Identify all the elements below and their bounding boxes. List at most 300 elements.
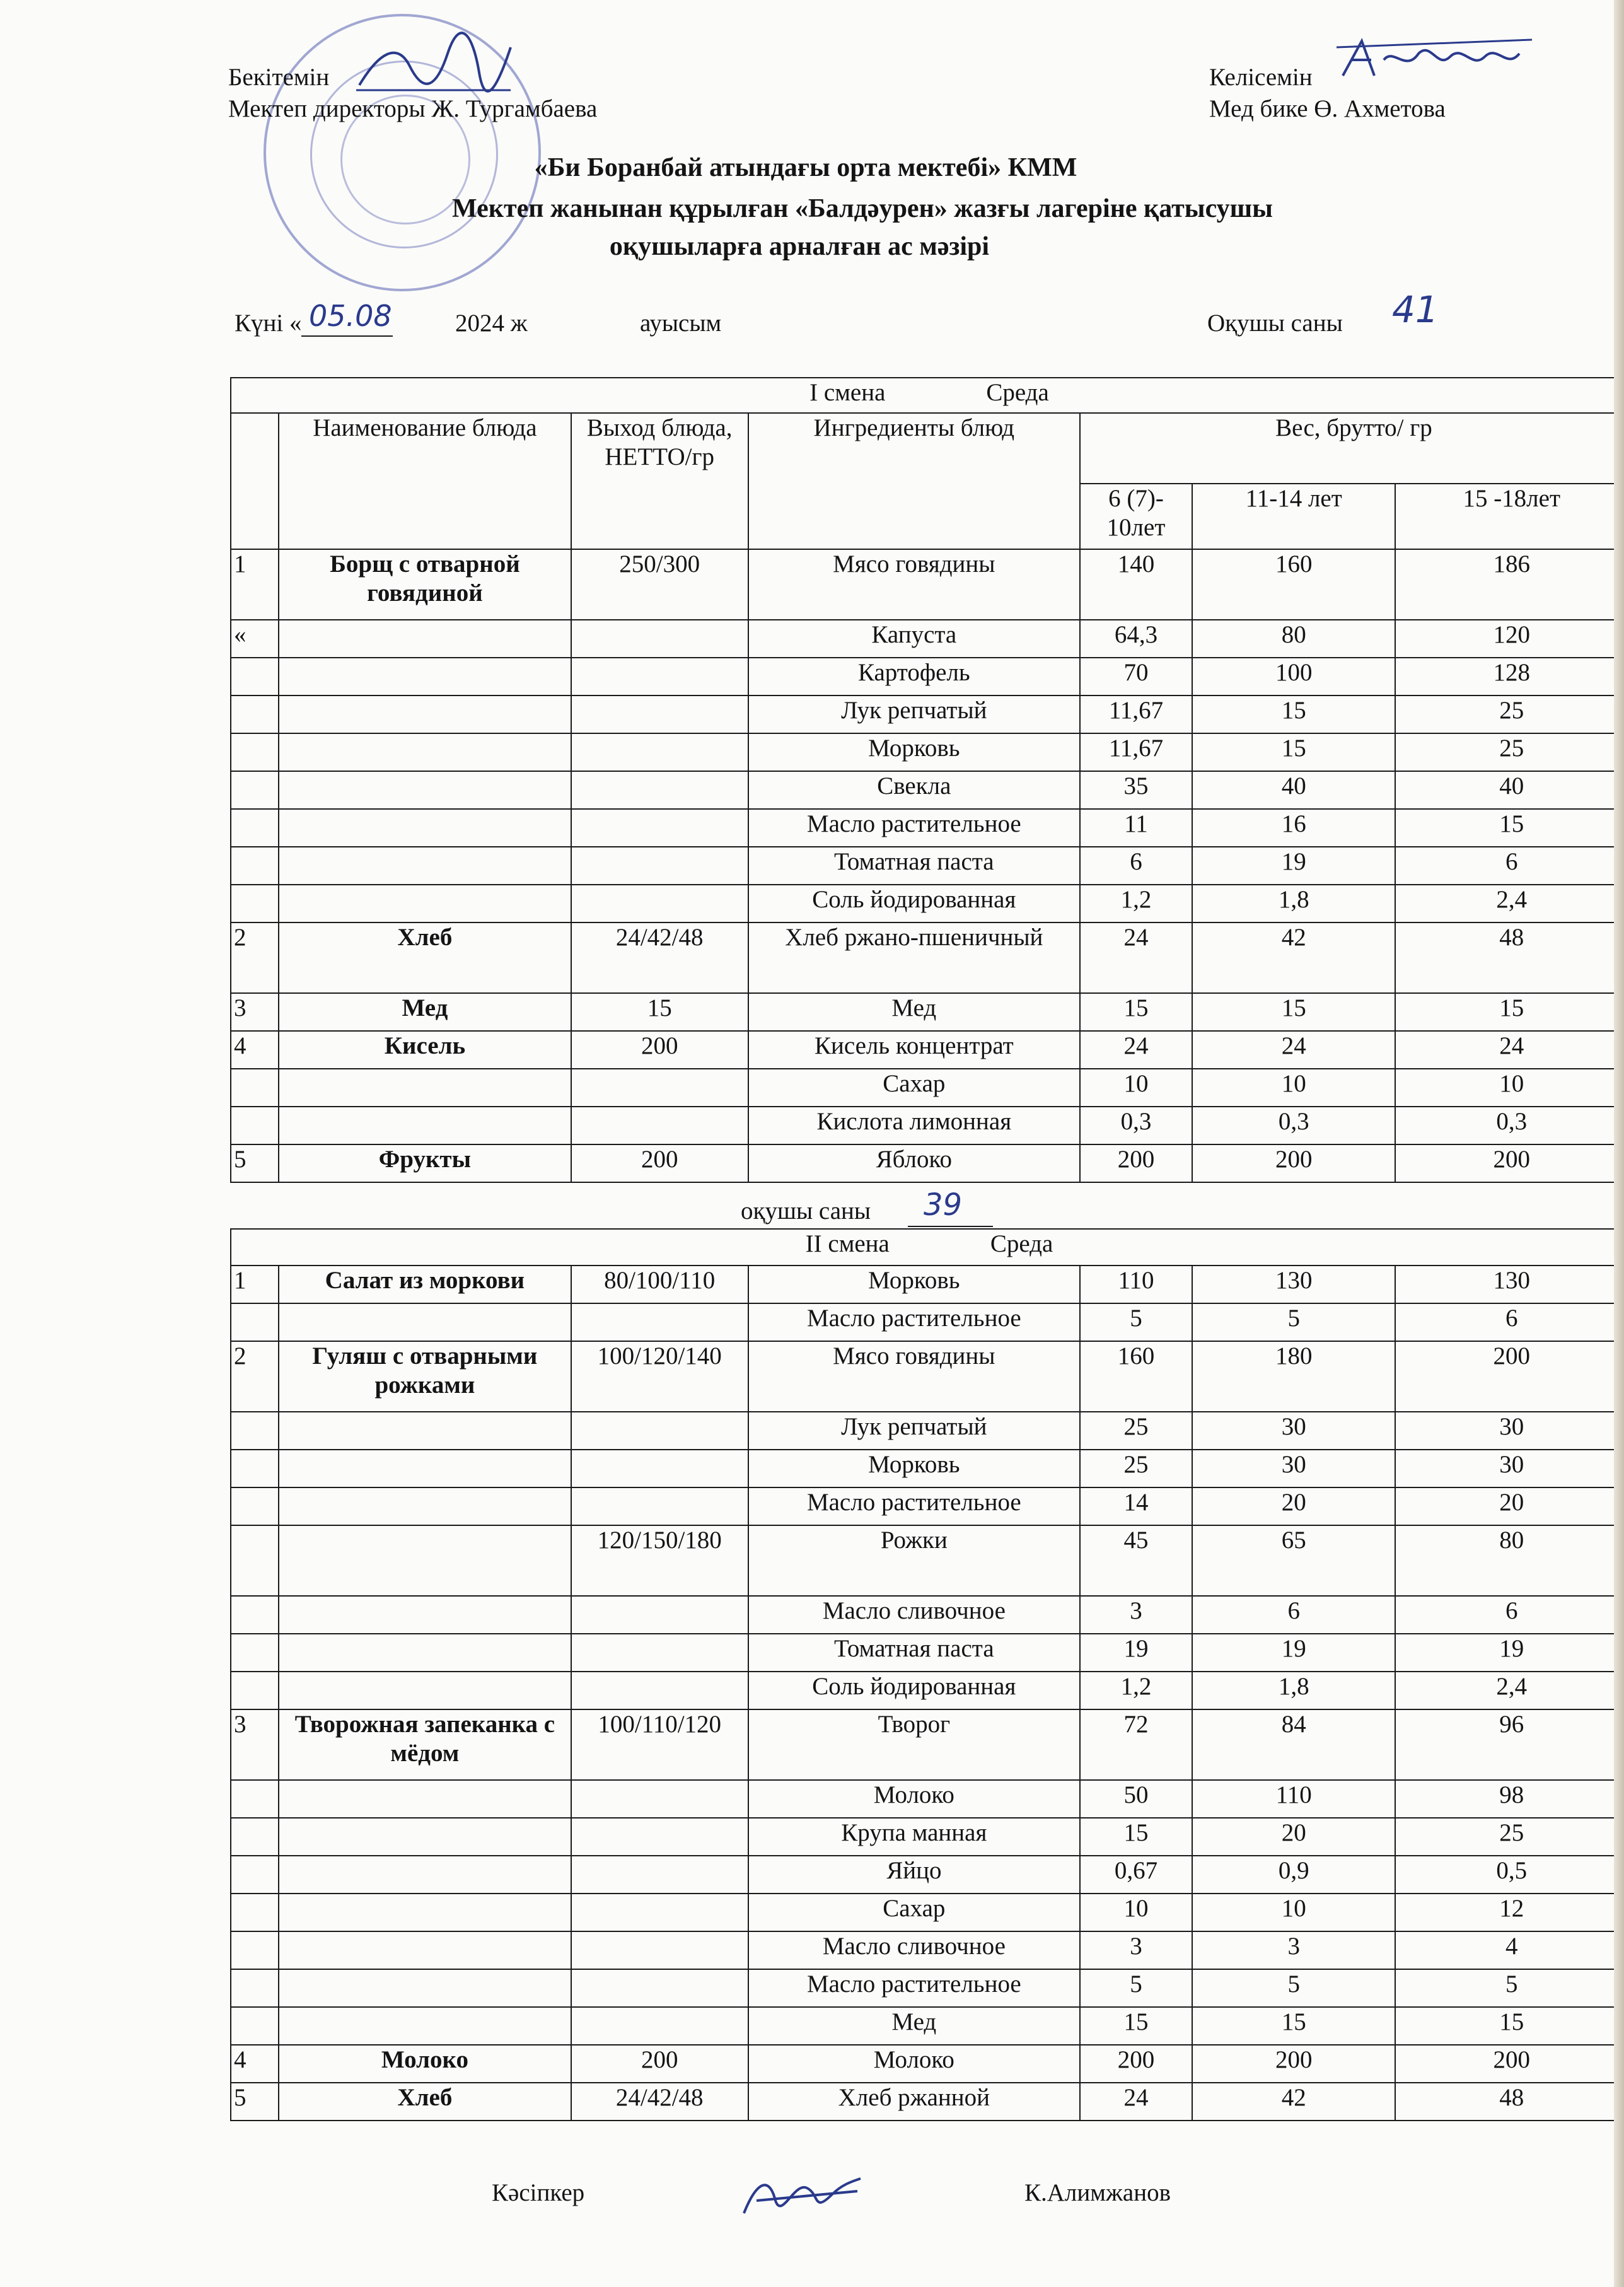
weight-age-15-18: 200	[1395, 2045, 1624, 2083]
ingredient-name: Мед	[748, 2007, 1080, 2045]
dish-output	[571, 620, 748, 658]
weight-age-11-14: 0,3	[1192, 1107, 1395, 1144]
weight-age-11-14: 160	[1192, 549, 1395, 620]
ingredient-name: Крупа манная	[748, 1818, 1080, 1856]
ingredient-name: Картофель	[748, 658, 1080, 695]
shift2-title: II смена Среда	[231, 1229, 1624, 1266]
dish-name	[279, 1596, 571, 1634]
ingredient-name: Кисель концентрат	[748, 1031, 1080, 1069]
dish-name: Хлеб	[279, 2083, 571, 2121]
dish-output: 24/42/48	[571, 2083, 748, 2121]
dish-name	[279, 809, 571, 847]
weight-age-6-10: 1,2	[1080, 885, 1192, 922]
students-label: Оқушы саны	[1207, 310, 1343, 337]
weight-age-15-18: 0,3	[1395, 1107, 1624, 1144]
dish-output	[571, 1069, 748, 1107]
dish-name	[279, 1931, 571, 1969]
ingredient-name: Хлеб ржано-пшеничный	[748, 922, 1080, 993]
weight-age-15-18: 20	[1395, 1487, 1624, 1525]
weight-age-15-18: 5	[1395, 1969, 1624, 2007]
weight-age-15-18: 15	[1395, 2007, 1624, 2045]
table-row	[231, 695, 1624, 733]
dish-output	[571, 1931, 748, 1969]
weight-age-15-18: 10	[1395, 1069, 1624, 1107]
dish-name	[279, 1412, 571, 1450]
weight-age-6-10: 70	[1080, 658, 1192, 695]
weight-age-15-18: 24	[1395, 1031, 1624, 1069]
dish-output	[571, 809, 748, 847]
nurse-signature	[1337, 35, 1538, 85]
ingredient-name: Морковь	[748, 733, 1080, 771]
dish-output	[571, 847, 748, 885]
ingredient-name: Масло сливочное	[748, 1596, 1080, 1634]
weight-age-15-18: 128	[1395, 658, 1624, 695]
dish-output: 24/42/48	[571, 922, 748, 993]
table-row	[231, 1341, 1624, 1412]
header-weight: Вес, брутто/ гр	[1080, 413, 1624, 484]
date-value: 05.08	[309, 299, 392, 333]
ingredient-name: Морковь	[748, 1450, 1080, 1487]
table-row	[231, 847, 1624, 885]
row-number	[231, 1856, 279, 1894]
dish-name: Мед	[279, 993, 571, 1031]
dish-name: Молоко	[279, 2045, 571, 2083]
dish-output	[571, 885, 748, 922]
row-number	[231, 658, 279, 695]
header-age-15-18: 15 -18лет	[1395, 484, 1624, 549]
weight-age-11-14: 84	[1192, 1709, 1395, 1780]
weight-age-15-18: 15	[1395, 809, 1624, 847]
students-count: 41	[1392, 288, 1439, 331]
dish-output: 200	[571, 2045, 748, 2083]
row-number: 3	[231, 993, 279, 1031]
table-row	[231, 1894, 1624, 1931]
row-number	[231, 885, 279, 922]
weight-age-15-18: 25	[1395, 733, 1624, 771]
weight-age-6-10: 0,67	[1080, 1856, 1192, 1894]
dish-name: Кисель	[279, 1031, 571, 1069]
dish-output: 250/300	[571, 549, 748, 620]
row-number: 1	[231, 549, 279, 620]
table-row	[231, 1412, 1624, 1450]
dish-output: 200	[571, 1031, 748, 1069]
dish-name	[279, 1894, 571, 1931]
weight-age-11-14: 6	[1192, 1596, 1395, 1634]
dish-name	[279, 733, 571, 771]
table-row	[231, 549, 1624, 620]
weight-age-11-14: 130	[1192, 1266, 1395, 1303]
weight-age-11-14: 20	[1192, 1818, 1395, 1856]
dish-output	[571, 1450, 748, 1487]
row-number	[231, 1303, 279, 1341]
dish-name	[279, 885, 571, 922]
ingredient-name: Томатная паста	[748, 1634, 1080, 1672]
table-row	[231, 809, 1624, 847]
weight-age-6-10: 35	[1080, 771, 1192, 809]
agree-title: Мед бике Ө. Ахметова	[1209, 95, 1446, 122]
weight-age-11-14: 1,8	[1192, 885, 1395, 922]
weight-age-15-18: 80	[1395, 1525, 1624, 1596]
dish-name	[279, 1672, 571, 1709]
dish-name: Гуляш с отварными рожками	[279, 1341, 571, 1412]
weight-age-11-14: 1,8	[1192, 1672, 1395, 1709]
table-row	[231, 1266, 1624, 1303]
ingredient-name: Томатная паста	[748, 847, 1080, 885]
weight-age-11-14: 200	[1192, 2045, 1395, 2083]
dish-name: Фрукты	[279, 1144, 571, 1182]
ingredient-name: Мясо говядины	[748, 549, 1080, 620]
dish-output	[571, 1672, 748, 1709]
dish-output	[571, 1303, 748, 1341]
ingredient-name: Сахар	[748, 1894, 1080, 1931]
footer-role: Кәсіпкер	[492, 2179, 585, 2206]
table-row	[231, 1450, 1624, 1487]
row-number	[231, 1412, 279, 1450]
dish-name	[279, 1450, 571, 1487]
dish-name	[279, 1634, 571, 1672]
table-row	[231, 2007, 1624, 2045]
dish-output	[571, 2007, 748, 2045]
weight-age-6-10: 25	[1080, 1450, 1192, 1487]
weight-age-15-18: 6	[1395, 1596, 1624, 1634]
weight-age-15-18: 98	[1395, 1780, 1624, 1818]
ingredient-name: Свекла	[748, 771, 1080, 809]
row-number: 5	[231, 1144, 279, 1182]
weight-age-6-10: 64,3	[1080, 620, 1192, 658]
weight-age-11-14: 30	[1192, 1450, 1395, 1487]
table-row	[231, 1856, 1624, 1894]
weight-age-15-18: 25	[1395, 1818, 1624, 1856]
weight-age-6-10: 25	[1080, 1412, 1192, 1450]
ingredient-name: Сахар	[748, 1069, 1080, 1107]
dish-output: 100/110/120	[571, 1709, 748, 1780]
row-number	[231, 733, 279, 771]
ingredient-name: Капуста	[748, 620, 1080, 658]
dish-name	[279, 1303, 571, 1341]
dish-name	[279, 847, 571, 885]
weight-age-6-10: 110	[1080, 1266, 1192, 1303]
ingredient-name: Мясо говядины	[748, 1341, 1080, 1412]
weight-age-11-14: 110	[1192, 1780, 1395, 1818]
weight-age-11-14: 65	[1192, 1525, 1395, 1596]
weight-age-6-10: 5	[1080, 1303, 1192, 1341]
table-row	[231, 1818, 1624, 1856]
row-number: 1	[231, 1266, 279, 1303]
weight-age-15-18: 200	[1395, 1341, 1624, 1412]
weight-age-15-18: 48	[1395, 922, 1624, 993]
ingredient-name: Мед	[748, 993, 1080, 1031]
weight-age-15-18: 130	[1395, 1266, 1624, 1303]
weight-age-11-14: 24	[1192, 1031, 1395, 1069]
weight-age-15-18: 2,4	[1395, 885, 1624, 922]
row-number: 3	[231, 1709, 279, 1780]
row-number	[231, 1596, 279, 1634]
dish-name	[279, 695, 571, 733]
table-row	[231, 1303, 1624, 1341]
weight-age-15-18: 6	[1395, 1303, 1624, 1341]
weight-age-11-14: 42	[1192, 2083, 1395, 2121]
weight-age-6-10: 50	[1080, 1780, 1192, 1818]
ingredient-name: Яблоко	[748, 1144, 1080, 1182]
row-number	[231, 847, 279, 885]
dish-name	[279, 1525, 571, 1596]
row-number: 2	[231, 922, 279, 993]
ingredient-name: Морковь	[748, 1266, 1080, 1303]
dish-output: 200	[571, 1144, 748, 1182]
entrepreneur-signature	[738, 2163, 864, 2226]
row-number	[231, 2007, 279, 2045]
weight-age-15-18: 25	[1395, 695, 1624, 733]
weight-age-11-14: 19	[1192, 1634, 1395, 1672]
table-row	[231, 620, 1624, 658]
row-number	[231, 809, 279, 847]
weight-age-15-18: 48	[1395, 2083, 1624, 2121]
row-number: 2	[231, 1341, 279, 1412]
dish-name: Хлеб	[279, 922, 571, 993]
dish-name	[279, 1780, 571, 1818]
table-row	[231, 1780, 1624, 1818]
weight-age-6-10: 45	[1080, 1525, 1192, 1596]
weight-age-15-18: 6	[1395, 847, 1624, 885]
agree-label: Келісемін	[1209, 64, 1313, 91]
row-number	[231, 771, 279, 809]
weight-age-6-10: 3	[1080, 1931, 1192, 1969]
weight-age-11-14: 200	[1192, 1144, 1395, 1182]
weight-age-15-18: 30	[1395, 1450, 1624, 1487]
weight-age-6-10: 160	[1080, 1341, 1192, 1412]
dish-name: Борщ с отварной говядиной	[279, 549, 571, 620]
weight-age-6-10: 19	[1080, 1634, 1192, 1672]
row-number	[231, 1780, 279, 1818]
students-between-label: оқушы саны	[741, 1197, 871, 1225]
footer-name: К.Алимжанов	[1024, 2179, 1171, 2206]
row-number	[231, 1107, 279, 1144]
dish-name	[279, 1487, 571, 1525]
dish-name	[279, 1856, 571, 1894]
dish-output	[571, 1856, 748, 1894]
weight-age-11-14: 0,9	[1192, 1856, 1395, 1894]
row-number: 4	[231, 2045, 279, 2083]
table-row	[231, 1969, 1624, 2007]
students-between-underline	[908, 1226, 993, 1227]
dish-name	[279, 771, 571, 809]
dish-name	[279, 658, 571, 695]
header-output: Выход блюда, НЕТТО/гр	[571, 413, 748, 549]
ingredient-name: Кислота лимонная	[748, 1107, 1080, 1144]
weight-age-6-10: 200	[1080, 2045, 1192, 2083]
row-number: «	[231, 620, 279, 658]
weight-age-6-10: 24	[1080, 1031, 1192, 1069]
table-row	[231, 2045, 1624, 2083]
table-row	[231, 993, 1624, 1031]
ingredient-name: Соль йодированная	[748, 885, 1080, 922]
table-row	[231, 1596, 1624, 1634]
row-number	[231, 1818, 279, 1856]
ingredient-name: Молоко	[748, 2045, 1080, 2083]
weight-age-11-14: 15	[1192, 733, 1395, 771]
ingredient-name: Лук репчатый	[748, 1412, 1080, 1450]
ingredient-name: Масло растительное	[748, 1969, 1080, 2007]
weight-age-11-14: 100	[1192, 658, 1395, 695]
weight-age-11-14: 16	[1192, 809, 1395, 847]
ingredient-name: Масло растительное	[748, 1303, 1080, 1341]
ingredient-name: Масло растительное	[748, 1487, 1080, 1525]
dish-output	[571, 1107, 748, 1144]
row-number	[231, 1894, 279, 1931]
students-between-value: 39	[924, 1187, 963, 1223]
dish-output: 100/120/140	[571, 1341, 748, 1412]
dish-name	[279, 1107, 571, 1144]
dish-output	[571, 733, 748, 771]
weight-age-11-14: 10	[1192, 1894, 1395, 1931]
row-number: 4	[231, 1031, 279, 1069]
weight-age-11-14: 180	[1192, 1341, 1395, 1412]
dish-output: 120/150/180	[571, 1525, 748, 1596]
weight-age-11-14: 20	[1192, 1487, 1395, 1525]
dish-name	[279, 1969, 571, 2007]
dish-name: Творожная запеканка с мёдом	[279, 1709, 571, 1780]
weight-age-11-14: 15	[1192, 993, 1395, 1031]
dish-name	[279, 1818, 571, 1856]
dish-output	[571, 1969, 748, 2007]
weight-age-15-18: 4	[1395, 1931, 1624, 1969]
dish-output	[571, 1412, 748, 1450]
ingredient-name: Масло сливочное	[748, 1931, 1080, 1969]
weight-age-11-14: 3	[1192, 1931, 1395, 1969]
dish-output	[571, 695, 748, 733]
director-signature	[353, 28, 517, 98]
header-num	[231, 413, 279, 549]
row-number: 5	[231, 2083, 279, 2121]
dish-output	[571, 771, 748, 809]
weight-age-11-14: 40	[1192, 771, 1395, 809]
table-row	[231, 1525, 1624, 1596]
weight-age-15-18: 19	[1395, 1634, 1624, 1672]
row-number	[231, 1931, 279, 1969]
header-age-11-14: 11-14 лет	[1192, 484, 1395, 549]
weight-age-6-10: 24	[1080, 2083, 1192, 2121]
row-number	[231, 1969, 279, 2007]
weight-age-6-10: 5	[1080, 1969, 1192, 2007]
dish-output	[571, 1818, 748, 1856]
weight-age-6-10: 0,3	[1080, 1107, 1192, 1144]
weight-age-11-14: 15	[1192, 2007, 1395, 2045]
ingredient-name: Молоко	[748, 1780, 1080, 1818]
weight-age-6-10: 6	[1080, 847, 1192, 885]
table-row	[231, 2083, 1624, 2121]
dish-output	[571, 1634, 748, 1672]
weight-age-15-18: 30	[1395, 1412, 1624, 1450]
dish-output	[571, 1780, 748, 1818]
weight-age-15-18: 186	[1395, 549, 1624, 620]
weight-age-11-14: 15	[1192, 695, 1395, 733]
table-row	[231, 885, 1624, 922]
row-number	[231, 1634, 279, 1672]
table-row	[231, 1487, 1624, 1525]
table-row	[231, 922, 1624, 993]
header-ingredients: Ингредиенты блюд	[748, 413, 1080, 549]
row-number	[231, 695, 279, 733]
table-row	[231, 1069, 1624, 1107]
weight-age-6-10: 140	[1080, 549, 1192, 620]
row-number	[231, 1069, 279, 1107]
table-row	[231, 1031, 1624, 1069]
weight-age-11-14: 30	[1192, 1412, 1395, 1450]
weight-age-15-18: 2,4	[1395, 1672, 1624, 1709]
table-row	[231, 658, 1624, 695]
table-row	[231, 1634, 1624, 1672]
weight-age-6-10: 11	[1080, 809, 1192, 847]
weight-age-6-10: 3	[1080, 1596, 1192, 1634]
dish-output: 80/100/110	[571, 1266, 748, 1303]
table-row	[231, 1672, 1624, 1709]
dish-output	[571, 1596, 748, 1634]
dish-name	[279, 2007, 571, 2045]
ingredient-name: Хлеб ржанной	[748, 2083, 1080, 2121]
title-school: «Би Боранбай атындағы орта мектебі» КММ	[534, 153, 1077, 182]
title-camp: Мектеп жанынан құрылған «Балдәурен» жазғы лагеріне қатысушы	[452, 194, 1273, 223]
table-row	[231, 733, 1624, 771]
table-row	[231, 1709, 1624, 1780]
weight-age-6-10: 72	[1080, 1709, 1192, 1780]
menu-table-shift2	[230, 1228, 1624, 2121]
row-number	[231, 1450, 279, 1487]
weight-age-6-10: 14	[1080, 1487, 1192, 1525]
dish-name	[279, 1069, 571, 1107]
ingredient-name: Масло растительное	[748, 809, 1080, 847]
weight-age-11-14: 5	[1192, 1303, 1395, 1341]
approve-title: Мектеп директоры Ж. Тургамбаева	[228, 95, 598, 122]
weight-age-15-18: 12	[1395, 1894, 1624, 1931]
weight-age-6-10: 15	[1080, 1818, 1192, 1856]
weight-age-15-18: 120	[1395, 620, 1624, 658]
dish-name	[279, 620, 571, 658]
ingredient-name: Творог	[748, 1709, 1080, 1780]
weight-age-11-14: 80	[1192, 620, 1395, 658]
table-row	[231, 1107, 1624, 1144]
weight-age-11-14: 10	[1192, 1069, 1395, 1107]
ingredient-name: Рожки	[748, 1525, 1080, 1596]
title-menu: оқушыларға арналған ас мәзірі	[609, 232, 990, 261]
row-number	[231, 1487, 279, 1525]
weight-age-6-10: 200	[1080, 1144, 1192, 1182]
row-number	[231, 1525, 279, 1596]
weight-age-6-10: 11,67	[1080, 695, 1192, 733]
menu-table-shift1	[230, 377, 1624, 1183]
weight-age-15-18: 15	[1395, 993, 1624, 1031]
page-edge	[1614, 0, 1624, 2287]
dish-output	[571, 1487, 748, 1525]
weight-age-6-10: 11,67	[1080, 733, 1192, 771]
dish-output: 15	[571, 993, 748, 1031]
header-age-6-10: 6 (7)- 10лет	[1080, 484, 1192, 549]
weight-age-15-18: 200	[1395, 1144, 1624, 1182]
weight-age-11-14: 5	[1192, 1969, 1395, 2007]
table-row	[231, 1931, 1624, 1969]
year-text: 2024 ж	[455, 310, 528, 337]
table-row	[231, 771, 1624, 809]
shift-label: ауысым	[640, 310, 722, 337]
weight-age-6-10: 1,2	[1080, 1672, 1192, 1709]
dish-output	[571, 658, 748, 695]
row-number	[231, 1672, 279, 1709]
date-label: Күні «	[235, 310, 302, 337]
weight-age-15-18: 40	[1395, 771, 1624, 809]
date-underline	[301, 335, 393, 337]
dish-output	[571, 1894, 748, 1931]
weight-age-15-18: 0,5	[1395, 1856, 1624, 1894]
weight-age-11-14: 42	[1192, 922, 1395, 993]
